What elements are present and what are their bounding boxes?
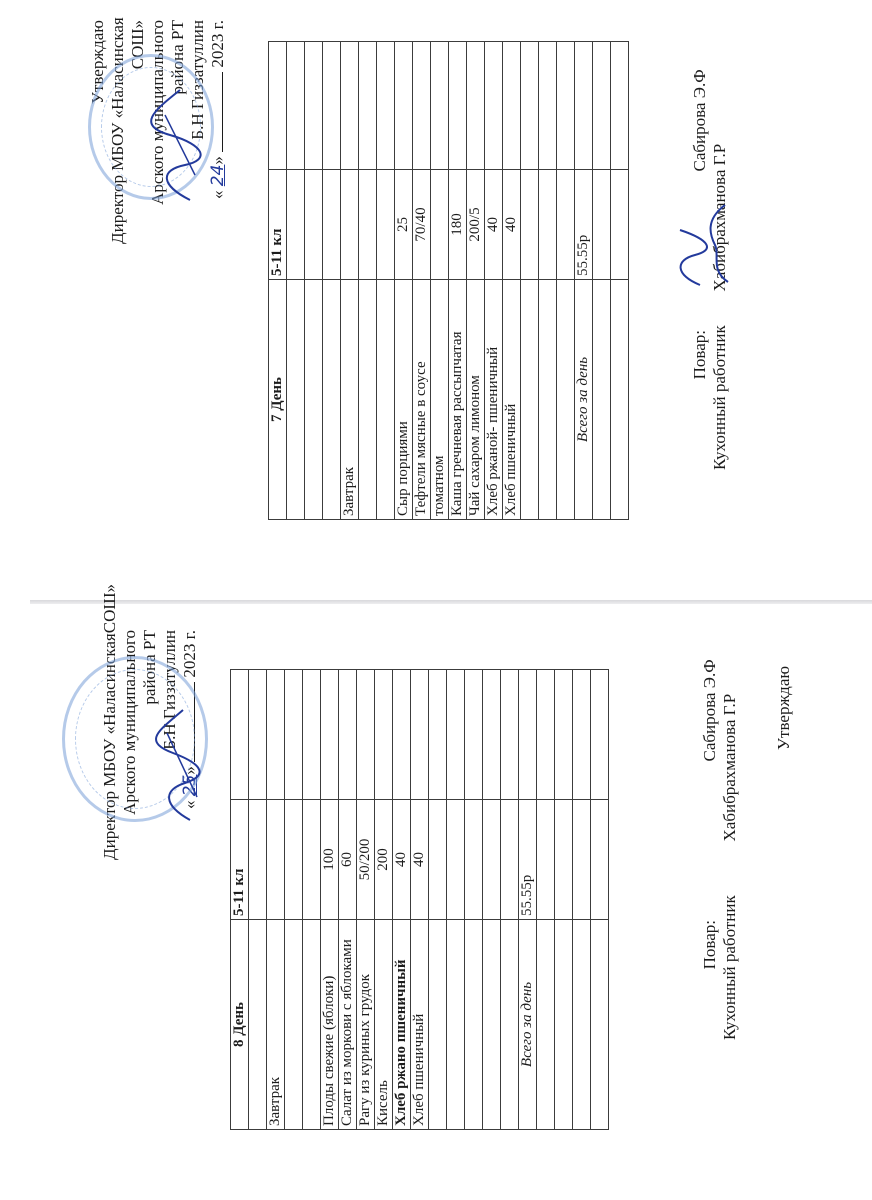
approval-word-footer: Утверждаю <box>774 665 793 750</box>
dish-amount: 60 <box>339 800 357 920</box>
table-row <box>449 42 467 520</box>
approval-director: Директор МБОУ «НаласинскаяСОШ» <box>100 583 119 860</box>
total-label: Всего за день <box>575 280 593 520</box>
dish-amount: 200 <box>375 800 393 920</box>
menu-sheet-day8 <box>0 583 872 1200</box>
director-signature-image <box>155 705 210 825</box>
approval-date-day: 24 <box>208 164 228 187</box>
table-row <box>467 42 485 520</box>
kitchen-name: Хабибрахманова Г.Р <box>720 693 739 842</box>
dish-name: томатном <box>431 280 449 520</box>
table-row <box>395 42 413 520</box>
total-value: 55.55р <box>519 800 537 920</box>
meal-label: Завтрак <box>341 280 359 520</box>
kitchen-name: Хабибрахманова Г.Р <box>710 143 729 292</box>
table-row <box>413 42 431 520</box>
dish-amount: 40 <box>485 170 503 280</box>
table-row <box>503 42 521 520</box>
table-row <box>485 42 503 520</box>
dish-name: Тефтели мясные в соусе <box>413 280 431 520</box>
page-fold-line <box>30 600 872 604</box>
approval-signer: Б.Н Гиззатуллин <box>188 20 207 140</box>
total-label: Всего за день <box>519 920 537 1130</box>
table-header-row <box>231 670 249 1130</box>
total-value: 55.55р <box>575 170 593 280</box>
meal-row <box>267 670 285 1130</box>
dish-name: Салат из моркови с яблоками <box>339 920 357 1130</box>
menu-table-day8 <box>230 669 609 1130</box>
dish-name: Хлеб ржаной- пшеничный <box>485 280 503 520</box>
approval-director: Директор МБОУ «Наласинская <box>108 17 127 244</box>
approval-region: района РТ <box>140 630 159 705</box>
dish-name: Рагу из куриных грудок <box>357 920 375 1130</box>
dish-name: Плоды свежие (яблоки) <box>321 920 339 1130</box>
approval-region: района РТ <box>168 20 187 95</box>
approval-date-day: 25 <box>180 774 200 797</box>
staff-signature-image <box>670 200 740 290</box>
dish-name: Каша гречневая рассыпчатая <box>449 280 467 520</box>
dish-amount <box>431 170 449 280</box>
day-title: 8 День <box>231 920 249 1130</box>
total-row <box>575 42 593 520</box>
table-row <box>339 670 357 1130</box>
approval-municipal: Арского муниципального <box>148 20 167 205</box>
director-signature-image <box>150 85 210 205</box>
dish-amount: 40 <box>411 800 429 920</box>
table-row <box>321 670 339 1130</box>
dish-name: Хлеб пшеничный <box>411 920 429 1130</box>
dish-name: Хлеб пшеничный <box>503 280 521 520</box>
dish-amount: 70/40 <box>413 170 431 280</box>
approval-signer: Б.Н Гиззатуллин <box>160 630 179 750</box>
dish-amount: 25 <box>395 170 413 280</box>
table-header-row <box>269 42 287 520</box>
dish-amount: 180 <box>449 170 467 280</box>
class-label: 5-11 кл <box>231 800 249 920</box>
cook-name: Сабирова Э.Ф <box>690 69 709 172</box>
table-row <box>411 670 429 1130</box>
dish-amount: 40 <box>393 800 411 920</box>
approval-school: СОШ» <box>128 20 147 70</box>
table-row <box>431 42 449 520</box>
dish-amount: 100 <box>321 800 339 920</box>
table-row <box>357 670 375 1130</box>
dish-name: Хлеб ржано пшеничный <box>393 920 411 1130</box>
dish-name: Чай сахаром лимоном <box>467 280 485 520</box>
staff-block <box>700 630 794 1040</box>
dish-amount: 200/5 <box>467 170 485 280</box>
cook-line: Повар: Сабирова Э.Ф <box>690 69 709 380</box>
total-row <box>519 670 537 1130</box>
cook-name: Сабирова Э.Ф <box>700 659 719 762</box>
table-row <box>393 670 411 1130</box>
kitchen-line: Кухонный работник Хабибрахманова Г.Р <box>720 693 739 1040</box>
cook-line: Повар: Сабирова Э.Ф <box>700 659 719 970</box>
meal-label: Завтрак <box>267 920 285 1130</box>
kitchen-line: Кухонный работник Хабибрахманова Г.Р <box>710 143 729 470</box>
day-title: 7 День <box>269 280 287 520</box>
meal-row <box>341 42 359 520</box>
dish-amount: 50/200 <box>357 800 375 920</box>
approval-word: Утверждаю <box>88 20 107 105</box>
dish-amount: 40 <box>503 170 521 280</box>
dish-name: Кисель <box>375 920 393 1130</box>
dish-name: Сыр порциями <box>395 280 413 520</box>
class-label: 5-11 кл <box>269 170 287 280</box>
table-row <box>375 670 393 1130</box>
approval-date-line: « 24» 2023 г. <box>208 20 228 199</box>
approval-date-line: « 25» 2023 г. <box>180 630 200 809</box>
menu-table-day7 <box>268 41 629 520</box>
approval-municipal: Арского муниципального <box>120 630 139 815</box>
